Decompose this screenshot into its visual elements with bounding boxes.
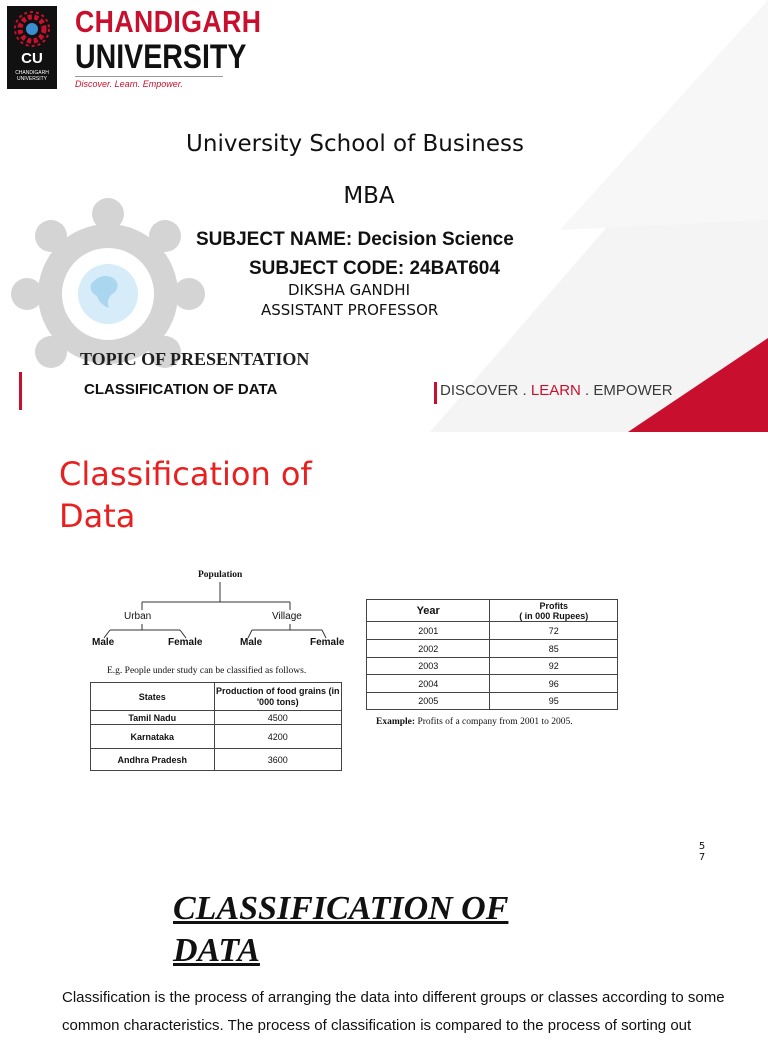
tree-leaf-urban-male: Male [92,637,115,648]
tree-caption: E.g. People under study can be classified as follows. [107,666,307,676]
table-cell: 2001 [367,622,490,640]
motto [440,382,673,399]
table-header-row [367,600,618,622]
table-cell: Andhra Pradesh [91,749,215,771]
tree-root: Population [198,570,243,580]
profits-table [366,599,618,710]
food-grains-table [90,682,342,771]
tree-branch-village: Village [272,611,302,622]
accent-bar [19,372,22,410]
section-heading-line-2: DATA [173,932,260,969]
table-cell: 4500 [214,711,342,725]
table-row [367,622,618,640]
table-header-cell: States [91,683,215,711]
table-cell: 72 [490,622,618,640]
section-heading [173,888,508,972]
paragraph-line-2: common characteristics. The process of classification is compared to the process of sorting out [62,1017,692,1034]
motto-bar [434,382,437,404]
emblem-subtext: CHANDIGARH UNIVERSITY [15,70,49,82]
gear-emblem-icon [13,10,51,48]
profits-header-line-1: Profits [539,600,568,611]
section-heading-line-1: CLASSIFICATION OF [173,890,509,927]
emblem-cu-text: CU [21,50,43,67]
table-cell: 2003 [367,658,490,675]
table-row [367,640,618,658]
table-cell: 96 [490,675,618,693]
table-cell: 4200 [214,725,342,749]
page-number-digit: 7 [698,852,706,863]
subject-code: SUBJECT CODE: 24BAT604 [249,258,500,279]
table-row [91,725,342,749]
motto-part-2: LEARN [530,382,581,399]
tree-leaf-village-female: Female [310,637,345,648]
topic-label: TOPIC OF PRESENTATION [80,349,310,369]
subject-name: SUBJECT NAME: Decision Science [196,229,514,250]
tagline: Discover. Learn. Empower. [75,79,183,89]
brand-line-1: CHANDIGARH [75,4,262,39]
caption-label: Example: [376,717,416,727]
table-cell: Tamil Nadu [91,711,215,725]
profits-caption [376,717,573,727]
tree-leaf-village-male: Male [240,637,263,648]
body-paragraph [62,984,742,1040]
table-row [91,749,342,771]
brand-divider [75,76,223,77]
professor-name: DIKSHA GANDHI [288,281,410,299]
professor-title: ASSISTANT PROFESSOR [261,301,439,319]
table-cell: 2004 [367,675,490,693]
table-cell: 2002 [367,640,490,658]
tree-branch-urban: Urban [124,611,152,622]
table-row [367,693,618,710]
page-number [697,841,707,863]
motto-part-1: DISCOVER . [440,382,531,399]
table-cell: Karnataka [91,725,215,749]
tree-leaf-urban-female: Female [168,637,203,648]
population-tree [90,566,360,656]
table-header-cell [490,600,618,622]
table-header-row [91,683,342,711]
title-slide [0,0,768,432]
university-emblem [7,6,57,89]
table-cell: 92 [490,658,618,675]
table-cell: 85 [490,640,618,658]
page-number-digit: 5 [698,841,706,852]
table-row [367,658,618,675]
topic-title: CLASSIFICATION OF DATA [84,381,278,398]
table-row [367,675,618,693]
program-name: MBA [343,183,395,209]
table-cell: 3600 [214,749,342,771]
paragraph-line-1: Classification is the process of arranging the data into different groups or classes according to some [62,989,725,1006]
table-cell: 95 [490,693,618,710]
brand-line-2: UNIVERSITY [75,38,247,76]
school-name: University School of Business [186,131,524,157]
profits-header-line-2: ( in 000 Rupees) [519,610,589,621]
table-header-cell: Year [367,600,490,622]
table-row [91,711,342,725]
caption-text: Profits of a company from 2001 to 2005. [415,717,573,727]
motto-part-3: . EMPOWER [580,382,673,399]
slide-title: Classification of Data [59,455,312,535]
table-header-cell: Production of food grains (in '000 tons) [214,683,342,711]
table-cell: 2005 [367,693,490,710]
